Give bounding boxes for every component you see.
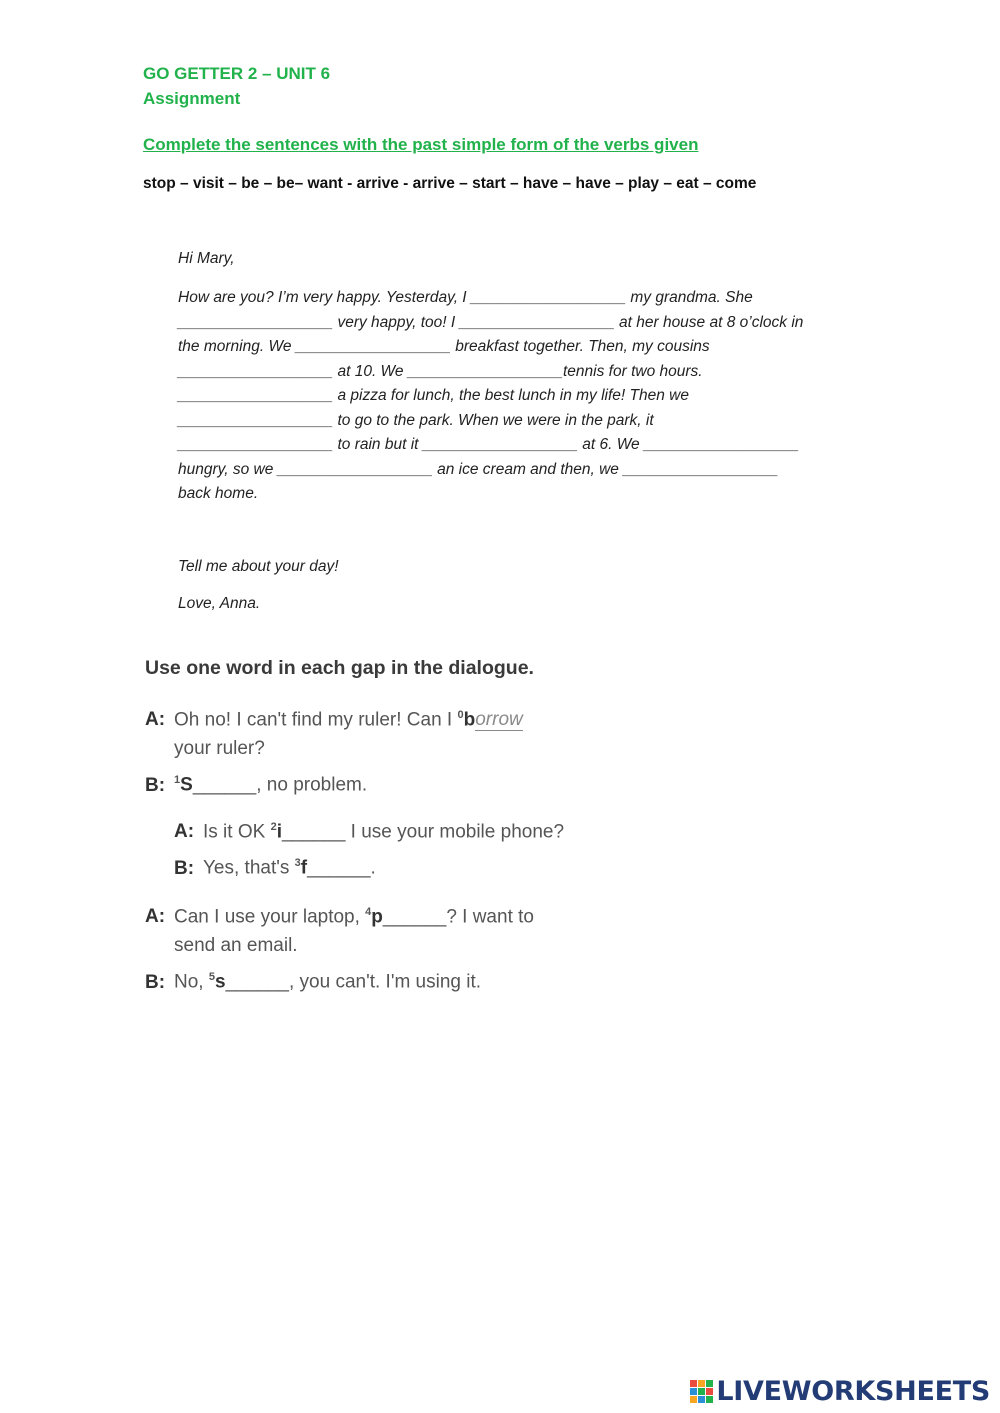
speaker-label: B: [145, 774, 166, 796]
worksheet-header [143, 61, 330, 111]
logo-text: LIVEWORKSHEETS [716, 1376, 990, 1407]
letter-line: __________________ to go to the park. When we were in the park, it [178, 411, 654, 429]
logo-grid-icon [690, 1380, 713, 1403]
dialogue-3 [145, 898, 534, 997]
speaker-label: A: [145, 709, 166, 731]
speaker-label: B: [174, 857, 195, 879]
dialogue-line: B: $^1$S______, no problem. [145, 766, 523, 799]
letter-greeting: Hi Mary, [178, 250, 235, 267]
letter-line: __________________ at 10. We __________________tennis for two hours. [178, 362, 703, 380]
answer-gap-2[interactable]: ______ [281, 821, 346, 843]
letter-line: back home. [178, 485, 259, 502]
example-answer: orrow [475, 709, 523, 731]
dialogue-line: A: Oh no! I can't find my ruler! Can I $^0$borrow [145, 701, 523, 734]
exercise2-instruction: Use one word in each gap in the dialogue. [145, 657, 534, 679]
exercise1-instruction: Complete the sentences with the past simple form of the verbs given [143, 135, 699, 154]
letter-line: the morning. We __________________ breakfast together. Then, my cousins [178, 338, 710, 355]
dialogue-line: A: Can I use your laptop, $^4$p______? I want to [145, 898, 534, 931]
liveworksheets-logo[interactable] [690, 1376, 990, 1407]
dialogue-line: your ruler? [174, 738, 265, 760]
letter-line: __________________ to rain but it __________________ at 6. We __________________ [178, 436, 800, 453]
worksheet-subtitle: Assignment [143, 89, 241, 108]
letter-body [178, 286, 803, 507]
speaker-label: B: [145, 971, 166, 993]
dialogue-line: A: Is it OK $^2$i______ I use your mobile phone? [174, 813, 564, 846]
letter-line: __________________ very happy, too! I __________________ at her house at 8 o’clock in [178, 313, 804, 331]
dialogue-line: send an email. [174, 935, 298, 957]
letter-closing: Tell me about your day! [178, 558, 339, 575]
letter-line: __________________ a pizza for lunch, the best lunch in my life! Then we [178, 387, 689, 404]
dialogue-line: B: No, $^5$s______, you can't. I'm using it. [145, 963, 534, 996]
verb-bank: stop – visit – be – be– want - arrive - arrive – start – have – have – play – eat – come [143, 175, 757, 192]
worksheet-title: GO GETTER 2 – UNIT 6 [143, 64, 331, 83]
dialogue-2 [174, 813, 564, 883]
speaker-label: A: [145, 906, 166, 928]
speaker-label: A: [174, 821, 195, 843]
answer-gap-5[interactable]: ______ [225, 971, 289, 993]
letter-line: hungry, so we __________________ an ice cream and then, we __________________ [178, 460, 779, 478]
answer-gap-1[interactable]: ______ [192, 774, 257, 796]
answer-gap-4[interactable]: ______ [382, 906, 447, 928]
dialogue-line: B: Yes, that's $^3$f______. [174, 849, 564, 882]
letter-signature: Love, Anna. [178, 595, 261, 612]
letter-line: How are you? I’m very happy. Yesterday, I __________________ my grandma. She [178, 289, 753, 306]
dialogue-1 [145, 701, 523, 800]
answer-gap-3[interactable]: ______ [307, 857, 371, 879]
